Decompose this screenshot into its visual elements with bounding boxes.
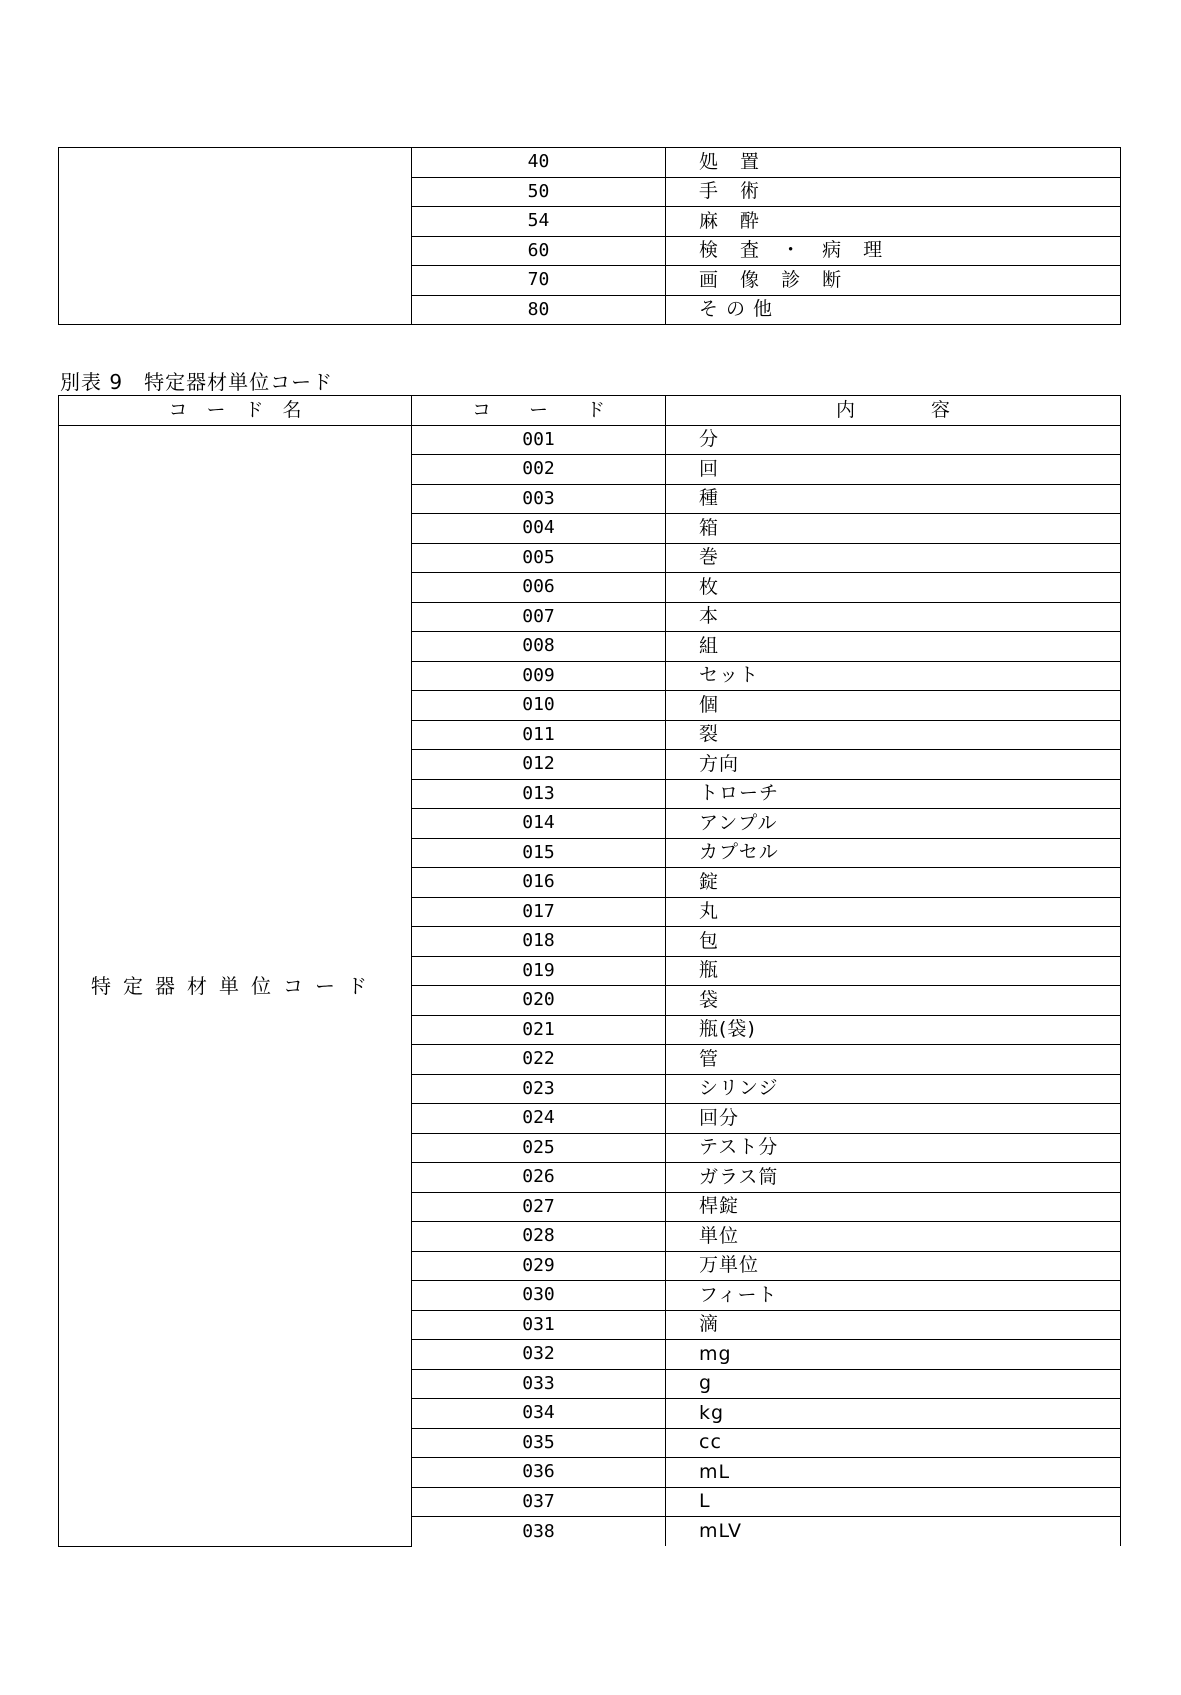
code-cell: 012 (412, 750, 666, 780)
code-cell: 006 (412, 573, 666, 603)
content-cell: ガラス筒 (666, 1163, 1121, 1193)
code-cell: 007 (412, 602, 666, 632)
code-cell: 024 (412, 1104, 666, 1134)
content-cell: kg (666, 1399, 1121, 1429)
group-name-cell (59, 148, 412, 325)
content-cell: 袋 (666, 986, 1121, 1016)
content-cell: g (666, 1369, 1121, 1399)
table-row (59, 425, 1121, 455)
code-cell: 018 (412, 927, 666, 957)
content-cell: 錠 (666, 868, 1121, 898)
table-caption: 別表 9 特定器材単位コード (60, 370, 334, 394)
content-cell: その他 (666, 295, 1121, 325)
content-cell: テスト分 (666, 1133, 1121, 1163)
code-cell: 50 (412, 177, 666, 207)
code-cell: 013 (412, 779, 666, 809)
content-cell: 方向 (666, 750, 1121, 780)
content-cell: 回 (666, 455, 1121, 485)
content-cell: 本 (666, 602, 1121, 632)
code-cell: 015 (412, 838, 666, 868)
code-cell: 008 (412, 632, 666, 662)
content-cell: 手 術 (666, 177, 1121, 207)
group-name-cell: 特定器材単位コード (59, 425, 412, 1546)
code-cell: 030 (412, 1281, 666, 1311)
content-cell: シリンジ (666, 1074, 1121, 1104)
top-table (58, 147, 1121, 325)
code-cell: 036 (412, 1458, 666, 1488)
code-cell: 038 (412, 1517, 666, 1547)
content-cell: 単位 (666, 1222, 1121, 1252)
code-cell: 54 (412, 207, 666, 237)
code-cell: 011 (412, 720, 666, 750)
code-cell: 022 (412, 1045, 666, 1075)
code-cell: 034 (412, 1399, 666, 1429)
content-cell: 瓶(袋) (666, 1015, 1121, 1045)
content-cell: 画 像 診 断 (666, 266, 1121, 296)
unit-code-table (58, 395, 1121, 1547)
content-cell: 裂 (666, 720, 1121, 750)
code-cell: 003 (412, 484, 666, 514)
code-cell: 026 (412, 1163, 666, 1193)
content-cell: フィート (666, 1281, 1121, 1311)
code-cell: 017 (412, 897, 666, 927)
code-cell: 001 (412, 425, 666, 455)
code-cell: 020 (412, 986, 666, 1016)
content-cell: 箱 (666, 514, 1121, 544)
code-cell: 002 (412, 455, 666, 485)
code-cell: 009 (412, 661, 666, 691)
code-cell: 019 (412, 956, 666, 986)
content-cell: L (666, 1487, 1121, 1517)
content-cell: カプセル (666, 838, 1121, 868)
content-cell: 瓶 (666, 956, 1121, 986)
code-cell: 031 (412, 1310, 666, 1340)
content-cell: 組 (666, 632, 1121, 662)
code-cell: 035 (412, 1428, 666, 1458)
code-cell: 004 (412, 514, 666, 544)
content-cell: 回分 (666, 1104, 1121, 1134)
content-cell: アンプル (666, 809, 1121, 839)
header-code: コ ー ド (412, 396, 666, 426)
content-cell: 万単位 (666, 1251, 1121, 1281)
code-cell: 010 (412, 691, 666, 721)
content-cell: mL (666, 1458, 1121, 1488)
code-cell: 021 (412, 1015, 666, 1045)
content-cell: 検 査 ・ 病 理 (666, 236, 1121, 266)
content-cell: 丸 (666, 897, 1121, 927)
code-cell: 025 (412, 1133, 666, 1163)
content-cell: cc (666, 1428, 1121, 1458)
content-cell: mg (666, 1340, 1121, 1370)
content-cell: 桿錠 (666, 1192, 1121, 1222)
content-cell: 枚 (666, 573, 1121, 603)
code-cell: 033 (412, 1369, 666, 1399)
code-cell: 029 (412, 1251, 666, 1281)
content-cell: 麻 酔 (666, 207, 1121, 237)
code-cell: 028 (412, 1222, 666, 1252)
content-cell: 包 (666, 927, 1121, 957)
code-cell: 60 (412, 236, 666, 266)
content-cell: 種 (666, 484, 1121, 514)
code-cell: 032 (412, 1340, 666, 1370)
content-cell: 分 (666, 425, 1121, 455)
code-cell: 023 (412, 1074, 666, 1104)
code-cell: 014 (412, 809, 666, 839)
code-cell: 005 (412, 543, 666, 573)
code-cell: 80 (412, 295, 666, 325)
content-cell: セット (666, 661, 1121, 691)
content-cell: 巻 (666, 543, 1121, 573)
content-cell: 個 (666, 691, 1121, 721)
header-content: 内 容 (666, 396, 1121, 426)
header-row (59, 396, 1121, 426)
content-cell: 滴 (666, 1310, 1121, 1340)
header-code-name: コ ー ド 名 (59, 396, 412, 426)
content-cell: mLV (666, 1517, 1121, 1547)
content-cell: トローチ (666, 779, 1121, 809)
code-cell: 016 (412, 868, 666, 898)
content-cell: 管 (666, 1045, 1121, 1075)
content-cell: 処 置 (666, 148, 1121, 178)
code-cell: 70 (412, 266, 666, 296)
table-row (59, 148, 1121, 178)
code-cell: 40 (412, 148, 666, 178)
code-cell: 027 (412, 1192, 666, 1222)
code-cell: 037 (412, 1487, 666, 1517)
